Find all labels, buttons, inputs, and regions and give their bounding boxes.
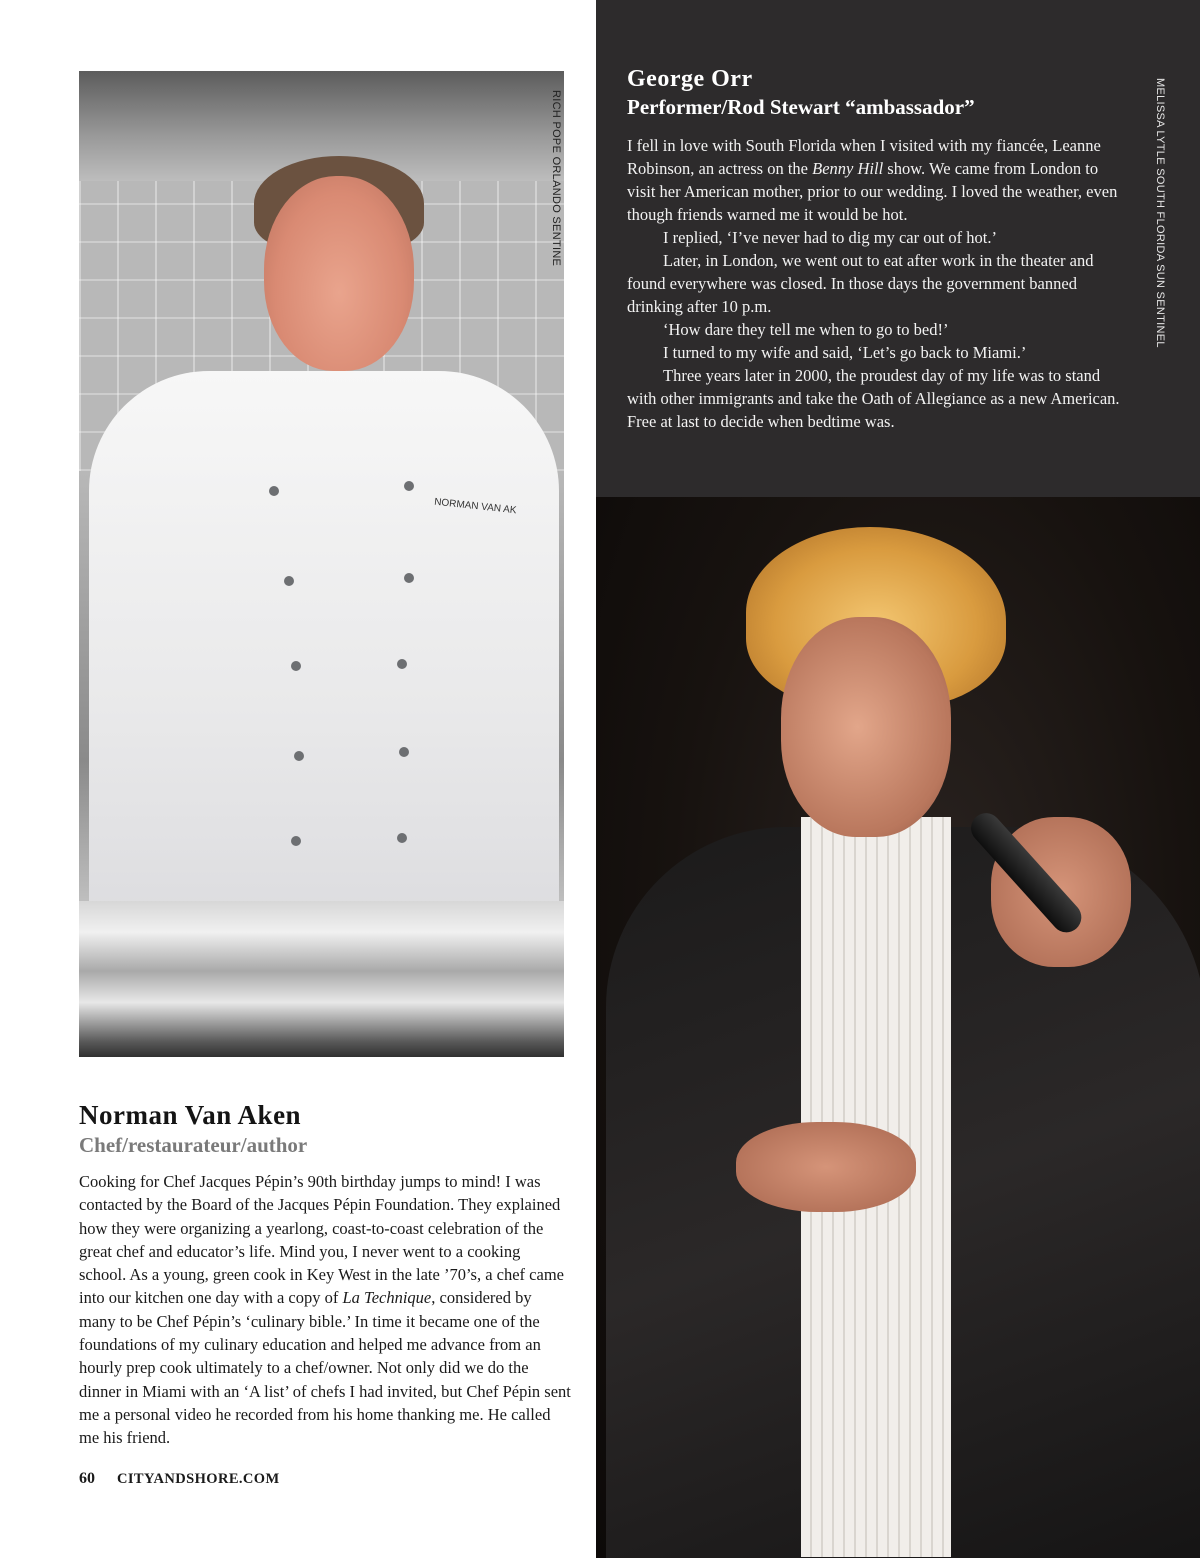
performer-face: [781, 617, 951, 837]
coat-button: [291, 661, 301, 671]
chef-photo: [79, 71, 564, 1057]
steel-counter: [79, 901, 564, 1057]
coat-button: [397, 659, 407, 669]
show-title: Benny Hill: [812, 159, 884, 178]
profile-body-right: [627, 134, 1127, 433]
body-paragraph: Later, in London, we went out to eat after work in the theater and found everywhere was closed. In those days the government banned drinking after 10 p.m.: [627, 251, 1094, 316]
coat-button: [294, 751, 304, 761]
performer-photo: [596, 497, 1200, 1558]
coat-button: [284, 576, 294, 586]
text-run: Cooking for Chef Jacques Pépin’s 90th birthday jumps to mind! I was contacted by the Board of the Jacques Pépin Foundation. They explained how they were organizing a yearlong, coast-to-coast celebration of the great chef and educator’s life. Mind you, I never went to a cooking school. As a young, green cook in Key West in the late ’70’s, a chef came into our kitchen one day with a copy of: [79, 1172, 564, 1308]
site-name: CITYANDSHORE.COM: [117, 1471, 280, 1487]
body-paragraph: [79, 1170, 571, 1450]
text-run: , considered by many to be Chef Pépin’s ‘culinary bible.’ In time it became one of the foundations of my culinary education and helped me advance from an hourly prep cook ultimately to a chef/owner. Not only did we do the dinner in Miami with an ‘A list’ of chefs I had invited, but Chef Pépin sent me a personal video he recorded from his home thanking me. He called me his friend.: [79, 1288, 571, 1448]
page-number: 60: [79, 1470, 95, 1487]
chef-coat: [89, 371, 559, 931]
book-title: La Technique: [342, 1288, 432, 1308]
chef-face: [264, 176, 414, 371]
performer-hand: [736, 1122, 916, 1212]
profile-role-right: Performer/Rod Stewart “ambassador”: [627, 95, 975, 119]
coat-button: [291, 836, 301, 846]
coat-button: [404, 481, 414, 491]
body-paragraph: [627, 134, 1127, 226]
text-run: I fell in love with South Florida when I visited with my fiancée, Leanne Robinson, an actress on the: [627, 136, 1101, 178]
photo-credit-left: RICH POPE ORLANDO SENTINE: [550, 90, 562, 267]
text-run: show. We came from London to visit her American mother, prior to our wedding. I loved the weather, even though friends warned me it would be hot.: [627, 159, 1118, 224]
body-paragraph: Three years later in 2000, the proudest day of my life was to stand with other immigrants and take the Oath of Allegiance as a new American. Free at last to decide when bedtime was.: [627, 366, 1120, 431]
body-paragraph: I replied, ‘I’ve never had to dig my car out of hot.’: [663, 228, 998, 247]
coat-button: [404, 573, 414, 583]
coat-embroidery: NORMAN VAN AK: [433, 496, 517, 517]
body-paragraph: I turned to my wife and said, ‘Let’s go back to Miami.’: [663, 343, 1027, 362]
profile-name-left: Norman Van Aken: [79, 1100, 302, 1130]
profile-body-left: [79, 1170, 571, 1450]
profile-role-left: Chef/restaurateur/author: [79, 1133, 308, 1157]
profile-name-right: George Orr: [627, 66, 753, 92]
coat-button: [269, 486, 279, 496]
coat-button: [399, 747, 409, 757]
page-footer: [79, 1470, 280, 1488]
coat-button: [397, 833, 407, 843]
photo-credit-right: MELISSA LYTLE SOUTH FLORIDA SUN SENTINEL: [1154, 78, 1166, 348]
body-paragraph: ‘How dare they tell me when to go to bed!’: [663, 320, 949, 339]
